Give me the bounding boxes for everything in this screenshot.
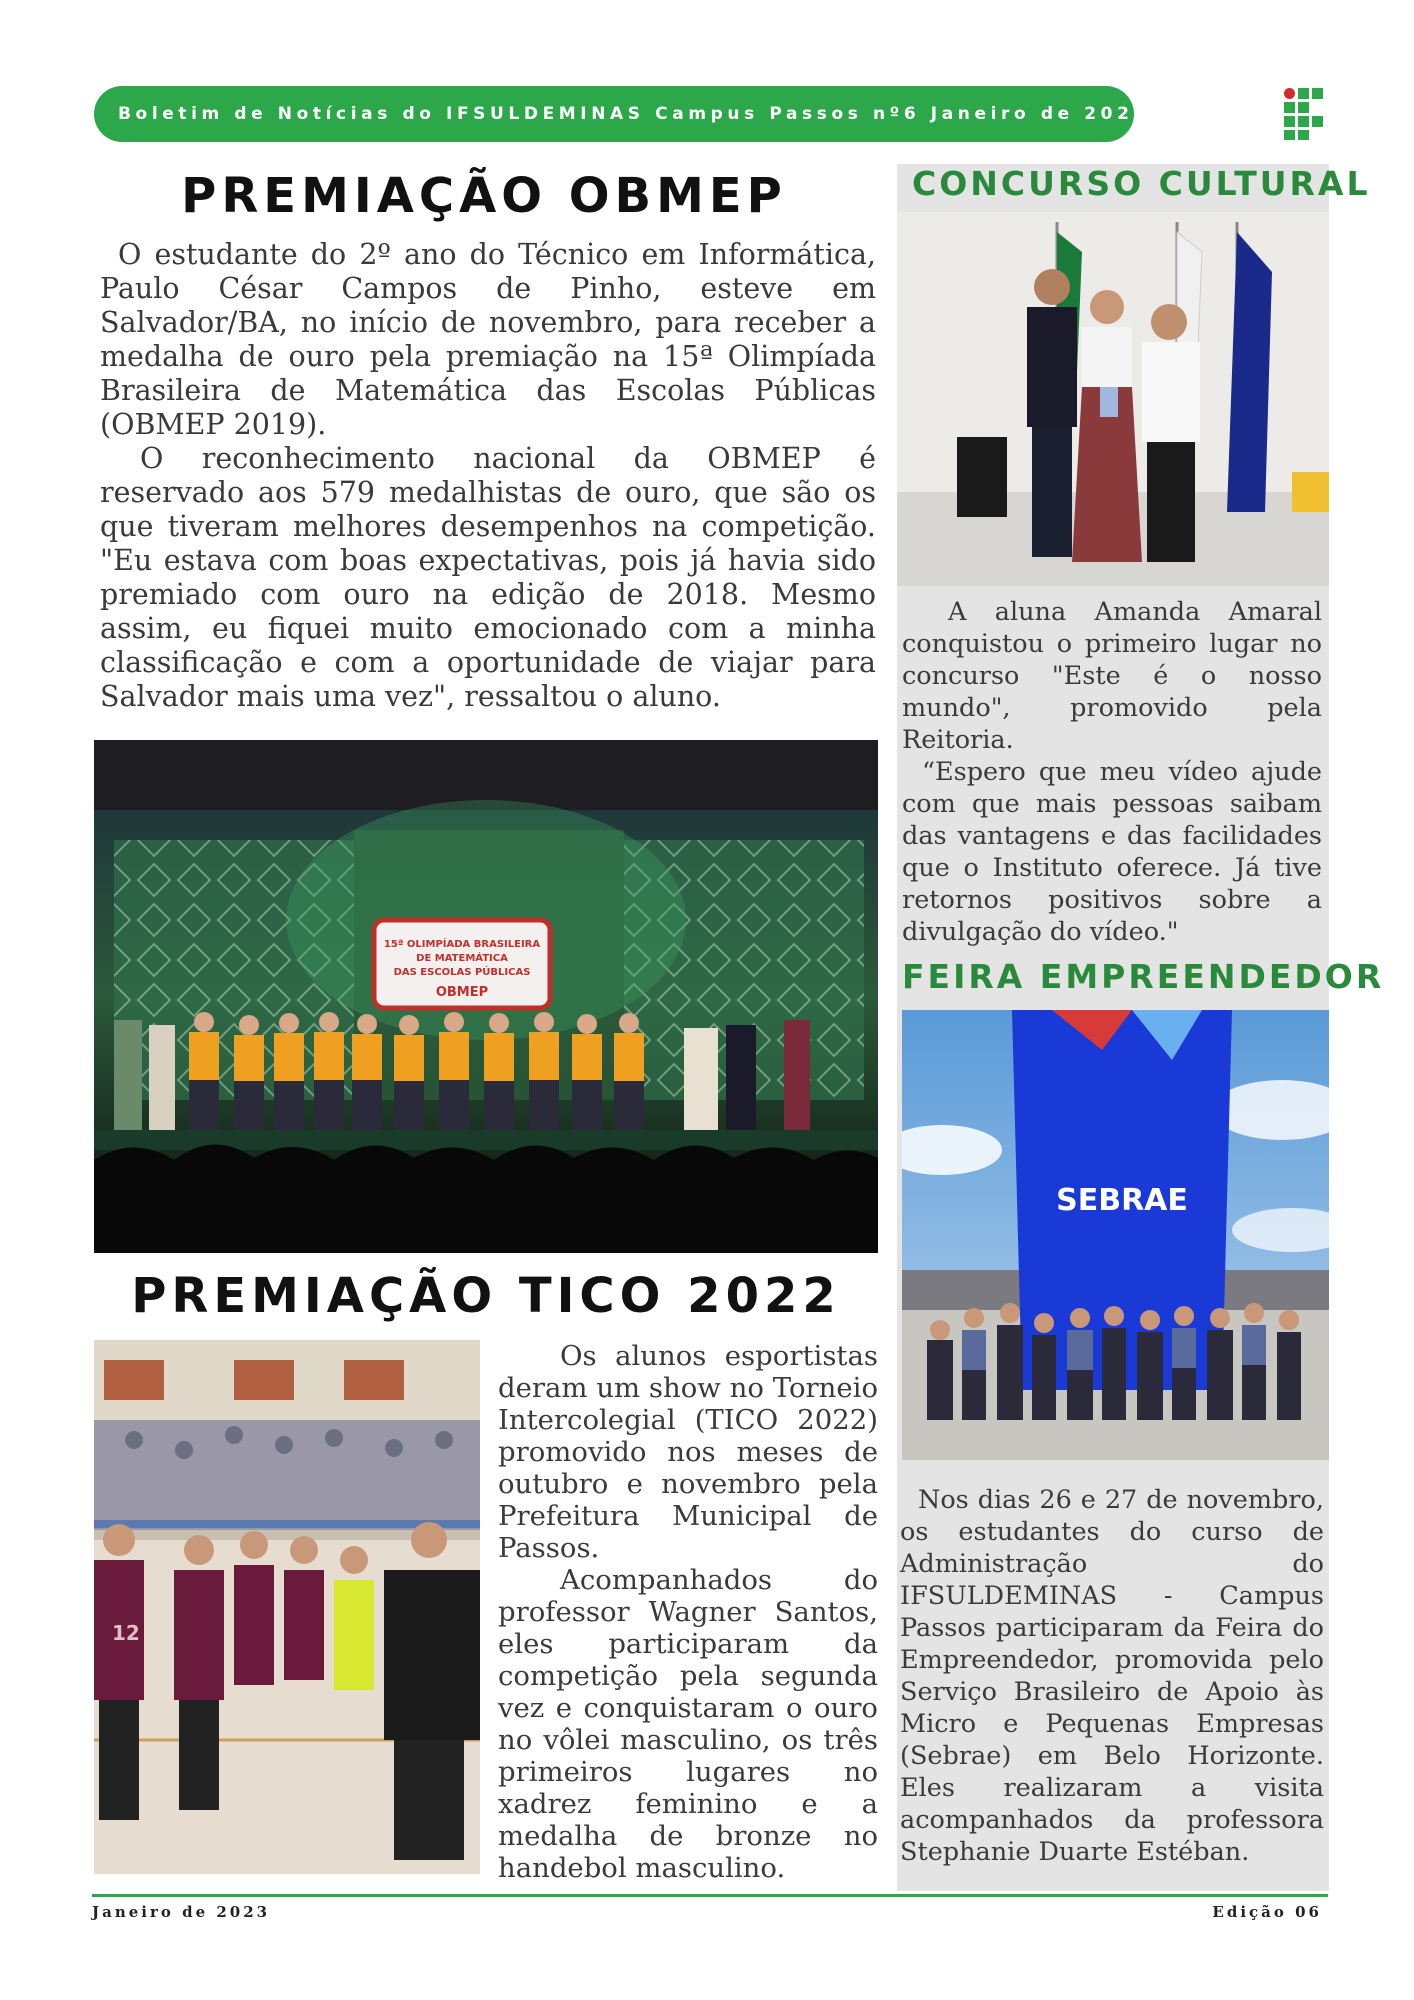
tico-paragraph-2: Acompanhados do professor Wagner Santos, eles participaram da competição pela segunda vez e conquistaram o ouro no vôlei masculino, os três primeiros lugares no xadrez feminino e a medalha de bronze no handebol masculino. (498, 1564, 878, 1884)
jersey-number: 12 (112, 1621, 140, 1645)
tico-paragraph-1: Os alunos esportistas deram um show no Torneio Intercolegial (TICO 2022) promovido nos meses de outubro e novembro pela Prefeitura Municipal de Passos. (498, 1340, 878, 1564)
footer-edition: Edição 06 (1212, 1903, 1322, 1921)
sign-line-1: 15ª OLIMPÍADA BRASILEIRA (383, 939, 541, 950)
concurso-title: CONCURSO CULTURAL (912, 164, 1371, 203)
concurso-award-photo (897, 212, 1329, 586)
feira-sebrae-photo (902, 1010, 1329, 1460)
feira-title: FEIRA EMPREENDEDOR (902, 957, 1385, 996)
feira-article (900, 1484, 1324, 1868)
obmep-article (100, 238, 876, 714)
tico-title: PREMIAÇÃO TICO 2022 (131, 1268, 841, 1324)
concurso-paragraph-1: A aluna Amanda Amaral conquistou o primeiro lugar no concurso "Este é o nosso mundo", promovido pela Reitoria. (902, 597, 1322, 755)
sign-line-3: DAS ESCOLAS PÚBLICAS (393, 967, 531, 978)
obmep-ceremony-photo (94, 740, 878, 1253)
feira-paragraph-1: Nos dias 26 e 27 de novembro, os estudantes do curso de Administração do IFSULDEMINAS - Campus Passos participaram da Feira do Empreendedor, promovida pelo Serviço Brasileiro de Apoio às Micro e Pequenas Empresas (Sebrae) em Belo Horizonte. Eles realizaram a visita acompanhados da professora Stephanie Duarte Estéban. (900, 1485, 1324, 1867)
footer-divider (92, 1894, 1328, 1897)
sign-brand: OBMEP (435, 985, 489, 1000)
obmep-title: PREMIAÇÃO OBMEP (181, 168, 787, 224)
tico-volleyball-photo (94, 1340, 480, 1874)
obmep-paragraph-1: O estudante do 2º ano do Técnico em Informática, Paulo César Campos de Pinho, esteve em Salvador/BA, no início de novembro, para receber a medalha de ouro pela premiação na 15ª Olimpíada Brasileira de Matemática das Escolas Públicas (OBMEP 2019). (100, 238, 876, 441)
tico-article (498, 1340, 878, 1884)
ifsuldeminas-logo-icon (1284, 88, 1324, 140)
banner-text: Boletim de Notícias do IFSULDEMINAS Campus Passos nº6 Janeiro de 2023 (118, 104, 1150, 124)
concurso-article (902, 596, 1322, 948)
footer-date: Janeiro de 2023 (92, 1903, 271, 1921)
header-banner (94, 86, 1150, 142)
sebrae-sign: SEBRAE (1056, 1183, 1188, 1218)
sign-line-2: DE MATEMÁTICA (416, 953, 508, 964)
obmep-paragraph-2: O reconhecimento nacional da OBMEP é reservado aos 579 medalhistas de ouro, que são os que tiveram melhores desempenhos na competição. "Eu estava com boas expectativas, pois já havia sido premiado com ouro na edição de 2018. Mesmo assim, eu fiquei muito emocionado com a minha classificação e com a oportunidade de viajar para Salvador mais uma vez", ressaltou o aluno. (100, 442, 876, 713)
concurso-paragraph-2: “Espero que meu vídeo ajude com que mais pessoas saibam das vantagens e das facilidades que o Instituto oferece. Já tive retornos positivos sobre a divulgação do vídeo." (902, 757, 1322, 947)
